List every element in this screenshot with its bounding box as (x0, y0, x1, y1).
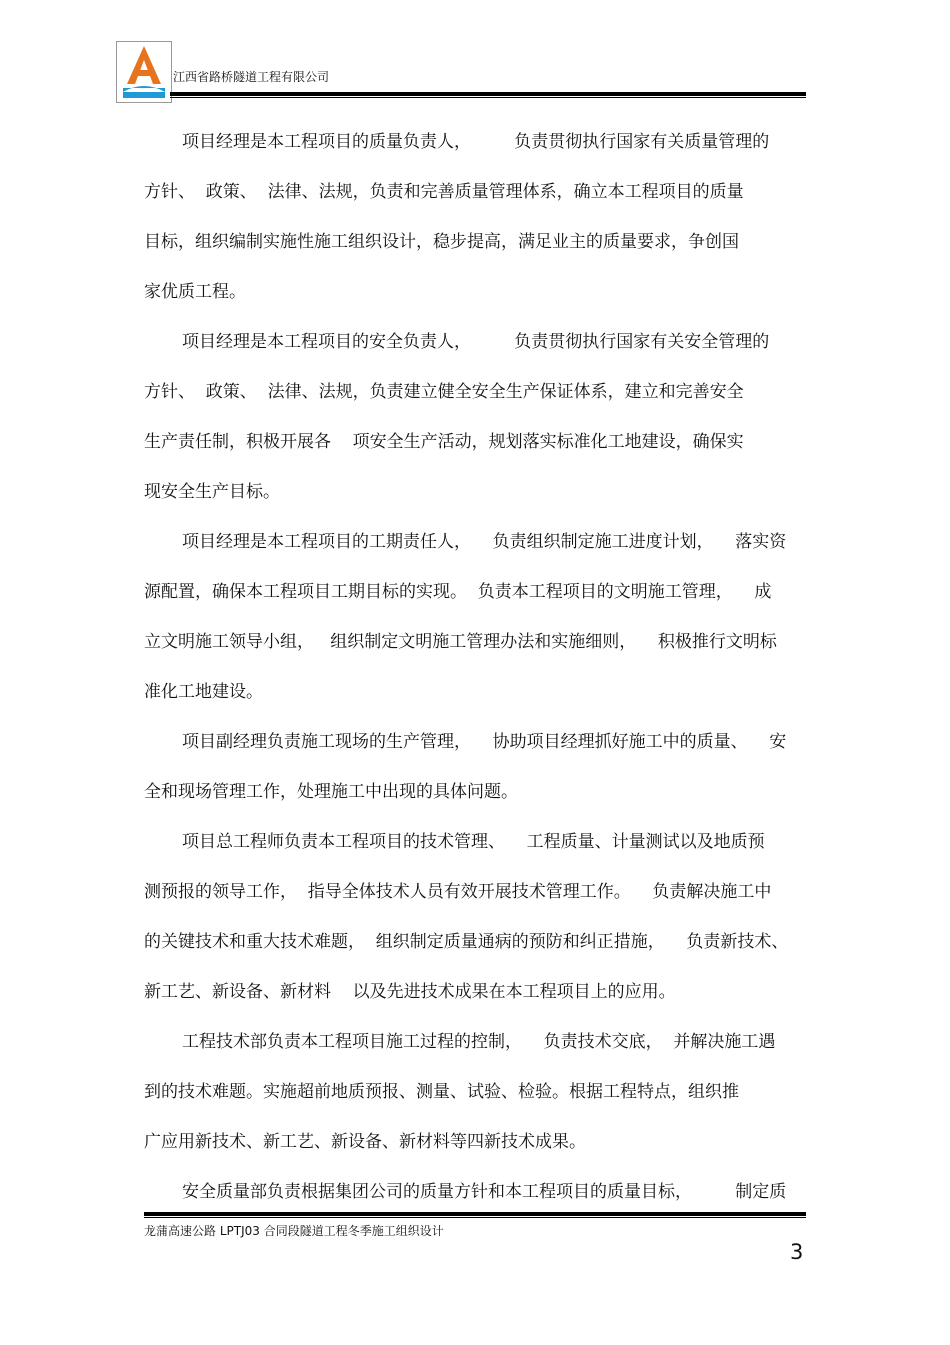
company-name: 江西省路桥隧道工程有限公司 (173, 70, 330, 84)
footer-rule-thin (144, 1217, 806, 1218)
text-line: 工程技术部负责本工程项目施工过程的控制， 负责技术交底， 并解决施工遇 (182, 1032, 776, 1052)
footer-rule-thick (144, 1212, 806, 1216)
text-line: 测预报的领导工作， 指导全体技术人员有效开展技术管理工作。 负责解决施工中 (144, 882, 772, 902)
text-line: 安全质量部负责根据集团公司的质量方针和本工程项目的质量目标， 制定质 (182, 1182, 787, 1202)
text-line: 项目总工程师负责本工程项目的技术管理、 工程质量、计量测试以及地质预 (182, 832, 765, 852)
logo-graphic (117, 42, 171, 102)
header-rule-thick (170, 92, 806, 96)
text-line: 家优质工程。 (144, 282, 246, 302)
text-line: 立文明施工领导小组， 组织制定文明施工管理办法和实施细则， 积极推行文明标 (144, 632, 777, 652)
text-line: 项目副经理负责施工现场的生产管理， 协助项目经理抓好施工中的质量、 安 (182, 732, 787, 752)
text-line: 准化工地建设。 (144, 682, 263, 702)
text-line: 的关键技术和重大技术难题， 组织制定质量通病的预防和纠正措施， 负责新技术、 (144, 932, 789, 952)
text-line: 全和现场管理工作，处理施工中出现的具体问题。 (144, 782, 518, 802)
text-line: 项目经理是本工程项目的工期责任人， 负责组织制定施工进度计划， 落实资 (182, 532, 787, 552)
text-line: 项目经理是本工程项目的质量负责人， 负责贯彻执行国家有关质量管理的 (182, 132, 770, 152)
text-line: 广应用新技术、新工艺、新设备、新材料等四新技术成果。 (144, 1132, 586, 1152)
company-logo (116, 41, 172, 103)
text-line: 目标，组织编制实施性施工组织设计，稳步提高，满足业主的质量要求，争创国 (144, 232, 739, 252)
footer-title: 龙蒲高速公路 LPTJ03 合同段隧道工程冬季施工组织设计 (144, 1224, 444, 1238)
page-number: 3 (790, 1240, 804, 1264)
text-line: 新工艺、新设备、新材料 以及先进技术成果在本工程项目上的应用。 (144, 982, 676, 1002)
text-line: 现安全生产目标。 (144, 482, 280, 502)
text-line: 项目经理是本工程项目的安全负责人， 负责贯彻执行国家有关安全管理的 (182, 332, 770, 352)
text-line: 方针、 政策、 法律、法规，负责建立健全安全生产保证体系，建立和完善安全 (144, 382, 744, 402)
document-body (144, 126, 806, 1226)
text-line: 生产责任制，积极开展各 项安全生产活动，规划落实标准化工地建设，确保实 (144, 432, 744, 452)
text-line: 到的技术难题。实施超前地质预报、测量、试验、检验。根据工程特点，组织推 (144, 1082, 739, 1102)
header-rule-thin (170, 97, 806, 98)
text-line: 方针、 政策、 法律、法规，负责和完善质量管理体系，确立本工程项目的质量 (144, 182, 744, 202)
text-line: 源配置，确保本工程项目工期目标的实现。 负责本工程项目的文明施工管理， 成 (144, 582, 772, 602)
